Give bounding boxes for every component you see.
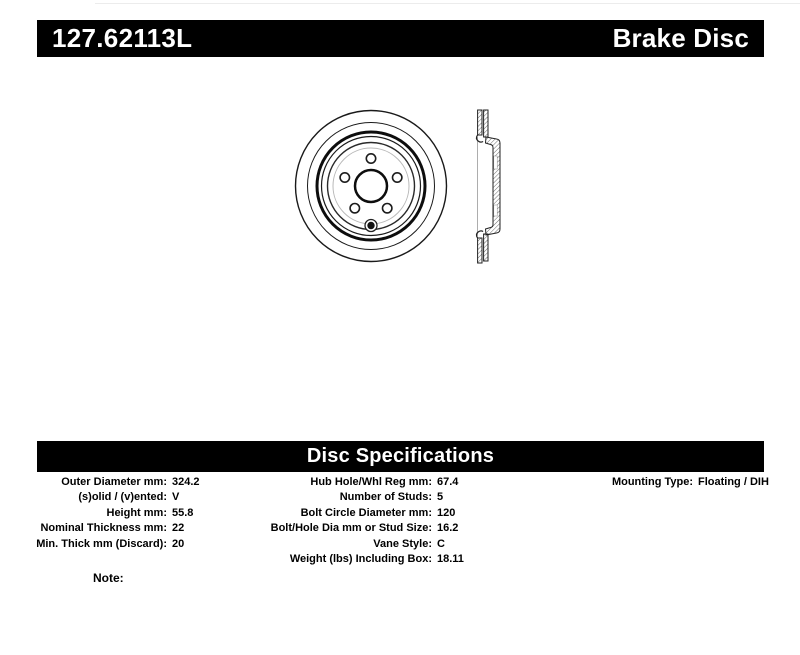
- spec-row: [250, 521, 464, 537]
- spec-value: 55.8: [172, 506, 194, 519]
- spec-column-left: [31, 474, 200, 552]
- spec-value: 18.11: [437, 553, 464, 566]
- spec-label: Min. Thick mm (Discard):: [36, 537, 167, 550]
- spec-label: Mounting Type:: [611, 475, 693, 488]
- scan-artifact-line: [95, 3, 800, 4]
- spec-label: Number of Studs:: [339, 491, 432, 504]
- locating-pin-hole: [365, 220, 377, 232]
- spec-value: 120: [437, 506, 456, 519]
- spec-label: Bolt Circle Diameter mm:: [300, 506, 432, 519]
- spec-label: Vane Style:: [373, 537, 432, 550]
- spec-label: Bolt/Hole Dia mm or Stud Size:: [270, 522, 432, 535]
- disc-front-view-drawing: [296, 111, 447, 262]
- spec-column-right: [540, 474, 769, 490]
- spec-row: [250, 552, 464, 568]
- part-number: 127.62113L: [52, 23, 193, 53]
- brake-disc-drawing: [280, 95, 520, 275]
- spec-row: [31, 536, 200, 552]
- spec-value: Floating / DIH: [698, 475, 769, 488]
- spec-row: [250, 490, 464, 506]
- disc-specifications-header: [37, 441, 764, 472]
- product-title: Brake Disc: [612, 23, 749, 53]
- spec-row: [250, 474, 464, 490]
- spec-value: 22: [172, 522, 185, 535]
- disc-specifications-title: Disc Specifications: [306, 445, 495, 467]
- spec-row: [31, 521, 200, 537]
- spec-value: 20: [172, 537, 185, 550]
- spec-label: Weight (lbs) Including Box:: [289, 553, 432, 566]
- stud-holes: [340, 154, 402, 213]
- spec-value: 67.4: [437, 475, 459, 488]
- spec-label: (s)olid / (v)ented:: [78, 491, 167, 504]
- spec-value: 16.2: [437, 522, 459, 535]
- spec-column-middle: [250, 474, 464, 567]
- spec-row: [31, 490, 200, 506]
- spec-row: [250, 505, 464, 521]
- disc-cross-section-drawing: [476, 110, 500, 263]
- spec-label: Outer Diameter mm:: [61, 475, 167, 488]
- spec-label: Hub Hole/Whl Reg mm:: [310, 475, 432, 488]
- header-bar: [37, 20, 764, 57]
- note-label: Note:: [93, 571, 124, 585]
- spec-value: C: [437, 537, 445, 550]
- spec-row: [31, 505, 200, 521]
- spec-value: V: [172, 491, 180, 504]
- spec-row: [31, 474, 200, 490]
- hub-center-hole: [355, 170, 387, 202]
- spec-value: 5: [437, 491, 444, 504]
- spec-label: Nominal Thickness mm:: [40, 522, 167, 535]
- spec-row: [540, 474, 769, 490]
- spec-label: Height mm:: [106, 506, 167, 519]
- spec-value: 324.2: [172, 475, 200, 488]
- spec-row: [250, 536, 464, 552]
